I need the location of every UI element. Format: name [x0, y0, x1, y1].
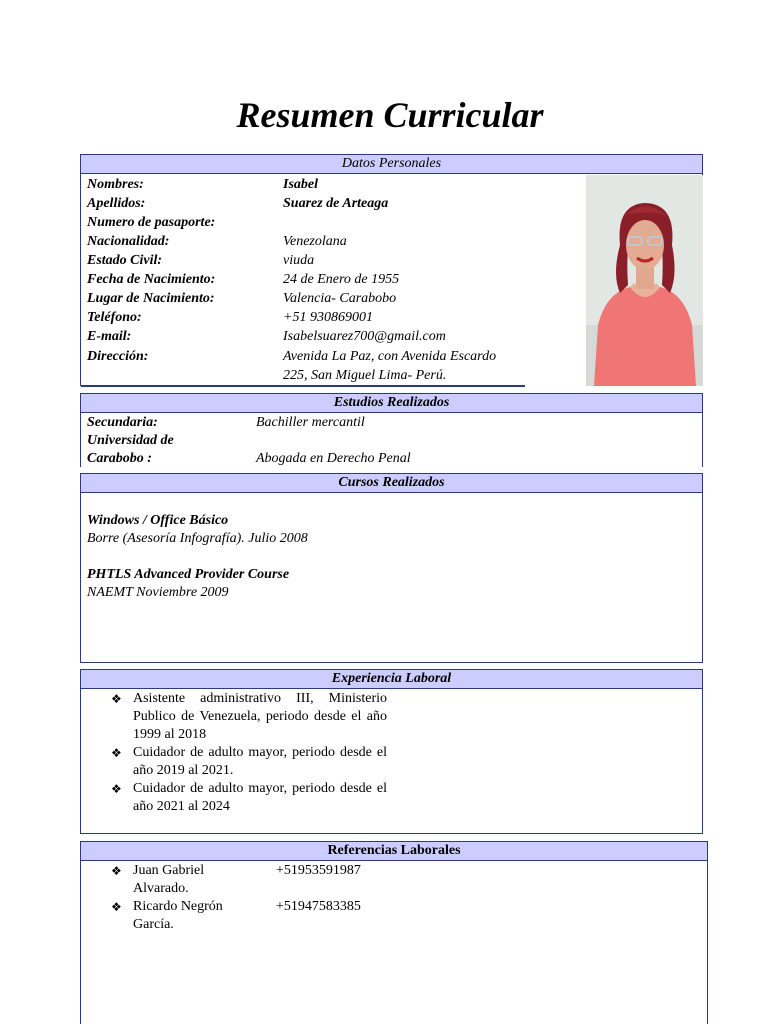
courses-header: Cursos Realizados — [81, 474, 702, 493]
personal-row-pasaporte — [87, 213, 587, 232]
experience-item-text: Cuidador de adulto mayor, periodo desde el año 2021 al 2024 — [133, 781, 387, 814]
personal-value: 24 de Enero de 1955 — [283, 272, 400, 287]
personal-label: Dirección: — [87, 349, 149, 364]
page-title: Resumen Curricular — [236, 95, 544, 135]
personal-row-direccion — [87, 347, 587, 366]
course-detail: Borre (Asesoría Infografía). Julio 2008 — [87, 531, 308, 546]
personal-row-apellidos — [87, 194, 587, 213]
personal-row-lugar-nacimiento — [87, 289, 587, 308]
universidad-value: Abogada en Derecho Penal — [256, 451, 411, 466]
courses-section — [80, 473, 703, 663]
reference-phone: +51947583385 — [276, 899, 361, 914]
universidad-label: Universidad de — [87, 433, 174, 448]
reference-name: Juan Gabriel — [133, 863, 205, 878]
personal-label: Teléfono: — [87, 310, 142, 325]
reference-name-line-2: García. — [133, 917, 174, 932]
secundaria-value: Bachiller mercantil — [256, 415, 365, 430]
personal-label: Fecha de Nacimiento: — [87, 272, 216, 287]
personal-label: Estado Civil: — [87, 253, 163, 268]
course-detail: NAEMT Noviembre 2009 — [87, 585, 229, 600]
personal-row-nacionalidad — [87, 232, 587, 251]
studies-section — [80, 393, 703, 467]
personal-value: +51 930869001 — [283, 310, 373, 325]
references-header: Referencias Laborales — [81, 842, 707, 861]
personal-row-direccion-2 — [87, 366, 587, 385]
experience-section — [80, 669, 703, 834]
personal-label: Nombres: — [87, 177, 144, 192]
personal-data-header: Datos Personales — [81, 155, 702, 174]
personal-row-email — [87, 327, 587, 346]
personal-label: E-mail: — [87, 329, 132, 344]
diamond-bullet-icon: ❖ — [111, 900, 122, 914]
diamond-bullet-icon: ❖ — [111, 692, 122, 706]
reference-phone: +51953591987 — [276, 863, 361, 878]
personal-value: viuda — [283, 253, 315, 268]
universidad-label-line-2: Carabobo : — [87, 451, 152, 466]
reference-name: Ricardo Negrón — [133, 899, 223, 914]
section-divider — [81, 385, 525, 387]
course-name: PHTLS Advanced Provider Course — [87, 567, 290, 582]
personal-value: 225, San Miguel Lima- Perú. — [283, 368, 447, 383]
diamond-bullet-icon: ❖ — [111, 864, 122, 878]
personal-label: Numero de pasaporte: — [87, 215, 216, 230]
reference-name-line-2: Alvarado. — [133, 881, 189, 896]
secundaria-label: Secundaria: — [87, 415, 158, 430]
studies-header: Estudios Realizados — [81, 394, 702, 413]
personal-row-estado-civil — [87, 251, 587, 270]
diamond-bullet-icon: ❖ — [111, 782, 122, 796]
personal-value: Avenida La Paz, con Avenida Escardo — [283, 349, 497, 364]
personal-label: Apellidos: — [87, 196, 146, 211]
references-section — [80, 841, 708, 1024]
experience-header: Experiencia Laboral — [81, 670, 702, 689]
experience-item-text: Asistente administrativo III, Ministerio Publico de Venezuela, periodo desde el año 1999 al 2018 — [133, 691, 387, 742]
personal-value: Suarez de Arteaga — [283, 196, 389, 211]
personal-value: Isabel — [283, 177, 318, 192]
personal-row-nombres — [87, 175, 587, 194]
personal-row-telefono — [87, 308, 587, 327]
personal-data-section — [80, 154, 703, 386]
personal-value: Venezolana — [283, 234, 347, 249]
personal-value: Isabelsuarez700@gmail.com — [283, 329, 446, 344]
diamond-bullet-icon: ❖ — [111, 746, 122, 760]
personal-label: Lugar de Nacimiento: — [87, 291, 215, 306]
experience-item-text: Cuidador de adulto mayor, periodo desde el año 2019 al 2021. — [133, 745, 387, 778]
course-name: Windows / Office Básico — [87, 513, 229, 528]
profile-photo — [586, 175, 703, 386]
personal-value: Valencia- Carabobo — [283, 291, 397, 306]
personal-label: Nacionalidad: — [87, 234, 170, 249]
personal-row-fecha-nacimiento — [87, 270, 587, 289]
